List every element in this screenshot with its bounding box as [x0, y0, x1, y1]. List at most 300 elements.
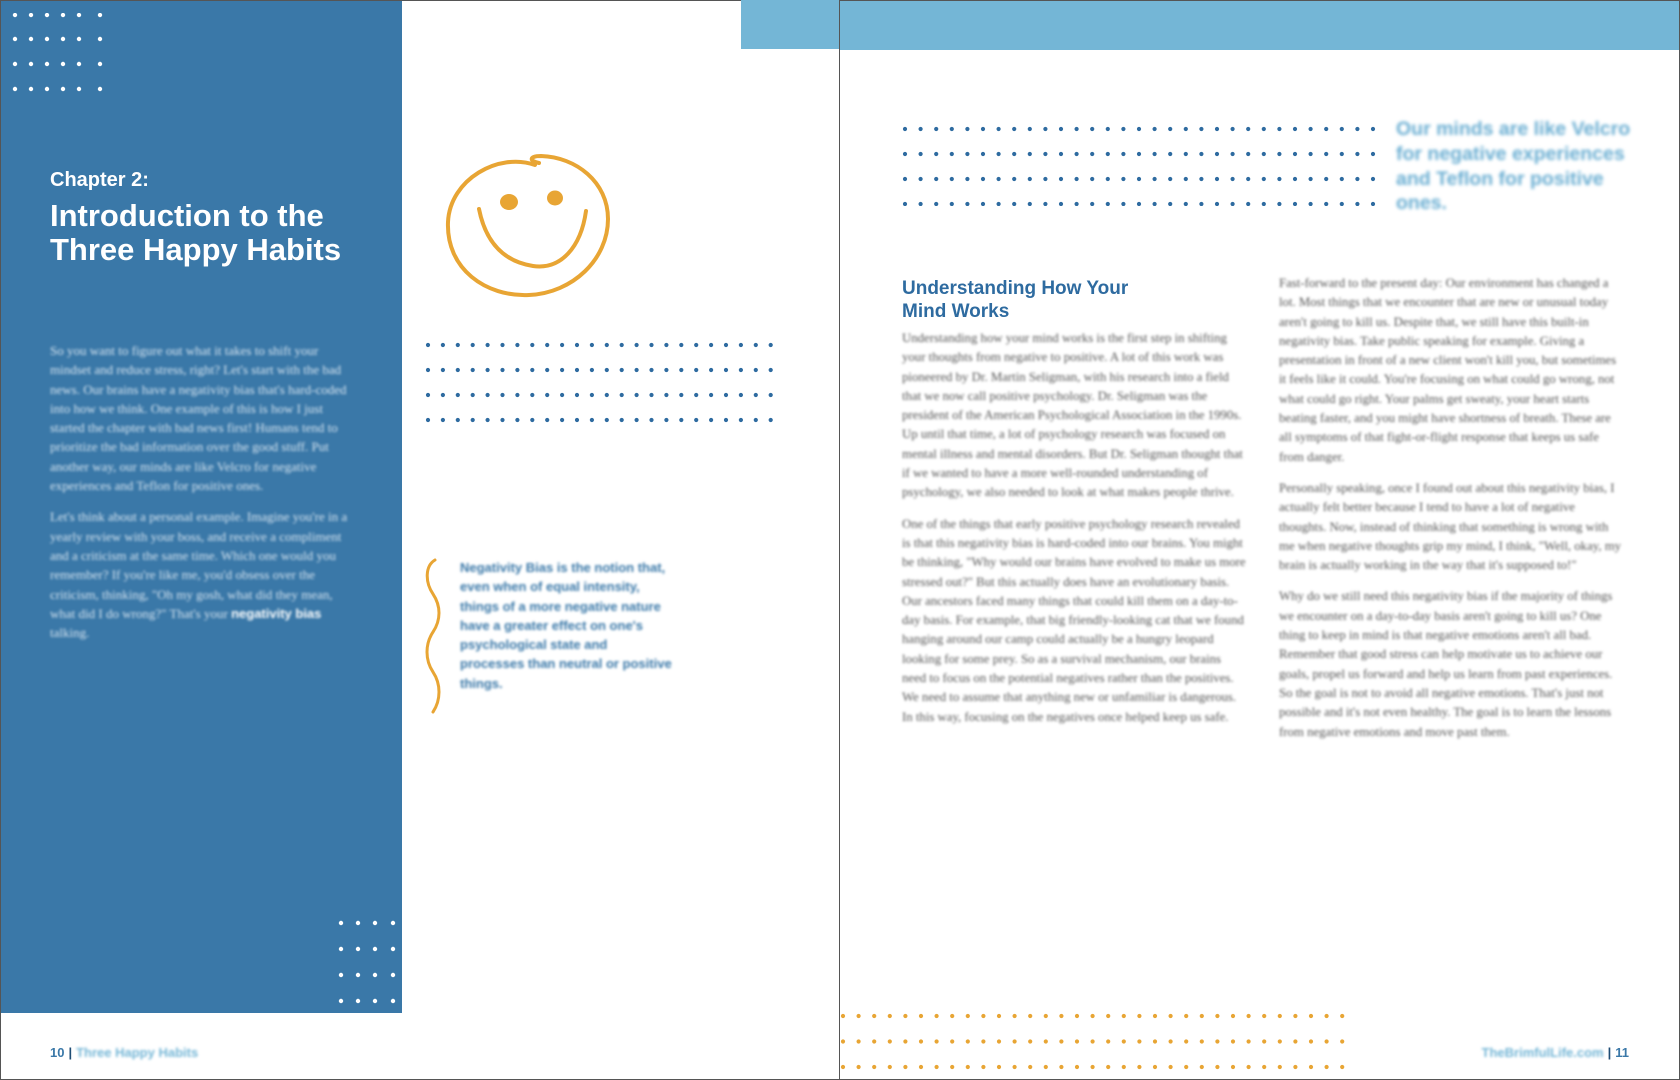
decorative-dot	[1028, 177, 1032, 181]
decorative-dot	[1340, 1039, 1344, 1043]
decorative-dot	[1324, 177, 1328, 181]
decorative-dot	[709, 368, 713, 372]
decorative-dot	[903, 177, 907, 181]
decorative-dot	[649, 368, 653, 372]
orange-dot-grid	[840, 1013, 1360, 1079]
decorative-dot	[966, 1065, 970, 1069]
decorative-dot	[515, 418, 519, 422]
decorative-dot	[471, 418, 475, 422]
decorative-dot	[471, 393, 475, 397]
decorative-dot	[919, 152, 923, 156]
decorative-dot	[1106, 1065, 1110, 1069]
decorative-dot	[1184, 1065, 1188, 1069]
decorative-dot	[515, 343, 519, 347]
decorative-dot	[620, 343, 624, 347]
decorative-dot	[530, 418, 534, 422]
decorative-dot	[919, 1014, 923, 1018]
decorative-dot	[605, 418, 609, 422]
decorative-dot	[456, 343, 460, 347]
decorative-dot	[1246, 152, 1250, 156]
decorative-dot	[997, 202, 1001, 206]
decorative-dot	[1168, 177, 1172, 181]
decorative-dot	[1028, 127, 1032, 131]
decorative-dot	[1262, 177, 1266, 181]
decorative-dot	[1168, 202, 1172, 206]
section-heading: Understanding How Your Mind Works	[902, 278, 1129, 322]
decorative-dot	[1028, 1039, 1032, 1043]
decorative-dot	[1137, 202, 1141, 206]
decorative-dot	[664, 393, 668, 397]
decorative-dot	[997, 177, 1001, 181]
intro-paragraph: So you want to figure out what it takes to shift your mindset and reduce stress, right? Let's start with the bad news. Our brains have a negativity bias that's hard-coded into how we think. One example of this is how I just started the chapter with bad news first! Humans tend to prioritize the bad information over the good stuff. Put another way, our minds are like Velcro for negative experiences and Teflon for positive ones.	[50, 343, 347, 494]
decorative-dot	[530, 393, 534, 397]
decorative-dot	[1043, 127, 1047, 131]
decorative-dot	[903, 1039, 907, 1043]
decorative-dot	[426, 418, 430, 422]
top-color-bar	[840, 1, 1680, 50]
decorative-dot	[1215, 1065, 1219, 1069]
decorative-dot	[1247, 1039, 1251, 1043]
decorative-dot	[1121, 202, 1125, 206]
top-color-bar-left	[741, 0, 839, 49]
decorative-dot	[919, 202, 923, 206]
decorative-dot	[1355, 152, 1359, 156]
body-paragraph: Understanding how your mind works is the first step in shifting your thoughts from negative to positive. A lot of this work was pioneered by Dr. Martin Seligman, with his research into a field that we now call positive psychology. Dr. Seligman was the president of the American Psychological Association in the 1990s. Up until that time, a lot of psychology research was focused on mental illness and mental disorders. But Dr. Seligman thought that if we wanted to have a more well-rounded understanding of psychology, we also needed to look at what makes people thrive.	[902, 331, 1243, 500]
decorative-dot	[1340, 1065, 1344, 1069]
decorative-dot	[1075, 152, 1079, 156]
decorative-dot	[1340, 177, 1344, 181]
decorative-dot	[997, 1065, 1001, 1069]
decorative-dot	[1169, 1039, 1173, 1043]
decorative-dot	[426, 393, 430, 397]
decorative-dot	[1121, 152, 1125, 156]
decorative-dot	[1090, 152, 1094, 156]
decorative-dot	[1340, 152, 1344, 156]
decorative-dot	[1246, 202, 1250, 206]
decorative-dot	[1262, 202, 1266, 206]
decorative-dot	[1231, 1065, 1235, 1069]
decorative-dot	[1293, 202, 1297, 206]
decorative-dot	[620, 393, 624, 397]
decorative-dot	[1012, 152, 1016, 156]
decorative-dot	[1277, 152, 1281, 156]
decorative-dot	[1262, 127, 1266, 131]
decorative-dot	[841, 1065, 845, 1069]
decorative-dot	[1278, 1014, 1282, 1018]
decorative-dot	[1277, 127, 1281, 131]
decorative-dot	[1231, 1039, 1235, 1043]
decorative-dot	[981, 152, 985, 156]
decorative-dot	[1137, 152, 1141, 156]
decorative-dot	[1215, 202, 1219, 206]
decorative-dot	[694, 368, 698, 372]
decorative-dot	[966, 1039, 970, 1043]
decorative-dot	[965, 177, 969, 181]
decorative-dot	[1059, 1014, 1063, 1018]
decorative-dot	[664, 343, 668, 347]
body-paragraph: One of the things that early positive psychology research revealed is that this negativity bias is hard-coded into our brains. You might be thinking, "Why would our brains have evolved to make us more stressed out?" But this actually does have an evolutionary basis. Our ancestors faced many things that could kill them on a day-to-day basis. For example, that big friendly-looking cat that we found hanging around our camp could actually be a hungry leopard looking for some prey. So as a survival mechanism, our brains need to focus on the potential negatives rather than the positives. We need to assume that anything new or unfamiliar is dangerous. In this way, focusing on the negatives once helped keep us safe.	[902, 516, 1246, 724]
decorative-dot	[1231, 127, 1235, 131]
decorative-dot	[754, 418, 758, 422]
decorative-dot	[620, 418, 624, 422]
decorative-dot	[1309, 152, 1313, 156]
decorative-dot	[888, 1065, 892, 1069]
decorative-dot	[575, 418, 579, 422]
decorative-dot	[997, 1014, 1001, 1018]
decorative-dot	[1355, 202, 1359, 206]
decorative-dot	[1043, 202, 1047, 206]
decorative-dot	[545, 418, 549, 422]
decorative-dot	[1293, 127, 1297, 131]
decorative-dot	[903, 127, 907, 131]
decorative-dot	[1200, 1014, 1204, 1018]
decorative-dot	[872, 1065, 876, 1069]
decorative-dot	[649, 343, 653, 347]
decorative-dot	[605, 368, 609, 372]
decorative-dot	[694, 343, 698, 347]
decorative-dot	[754, 368, 758, 372]
decorative-dot	[1013, 1065, 1017, 1069]
decorative-dot	[1325, 1065, 1329, 1069]
decorative-dot	[1309, 1039, 1313, 1043]
decorative-dot	[1309, 202, 1313, 206]
decorative-dot	[739, 418, 743, 422]
decorative-dot	[1122, 1039, 1126, 1043]
page-number: 11	[1615, 1045, 1629, 1060]
decorative-dot	[981, 1039, 985, 1043]
decorative-dot	[545, 393, 549, 397]
decorative-dot	[1184, 1039, 1188, 1043]
decorative-dot	[1075, 202, 1079, 206]
decorative-dot	[441, 393, 445, 397]
decorative-dot	[1371, 127, 1375, 131]
body-paragraph: Why do we still need this negativity bias if the majority of things we encounter on a day-to-day basis aren't going to kill us? One thing to keep in mind is that negative emotions aren't all bad. Remember that good stress can help motivate us to achieve our goals, propel us forward and help us learn from past experiences. So the goal is not to avoid all negative emotions. That's just not possible and it's not even healthy. The goal is to learn the lessons from negative emotions and move past them.	[1279, 589, 1613, 739]
decorative-dot	[1199, 202, 1203, 206]
body-paragraph: Personally speaking, once I found out about this negativity bias, I actually felt better because I tend to have a lot of negative thoughts. Now, instead of thinking that something is wrong with me when negative thoughts grip my mind, I think, "Well, okay, my brain is actually working in the way that it's supposed to!"	[1279, 480, 1622, 573]
decorative-dot	[1122, 1014, 1126, 1018]
decorative-dot	[500, 393, 504, 397]
decorative-dot	[1075, 1065, 1079, 1069]
decorative-dot	[575, 343, 579, 347]
decorative-dot	[590, 393, 594, 397]
decorative-dot	[981, 177, 985, 181]
decorative-dot	[950, 202, 954, 206]
decorative-dot	[903, 1014, 907, 1018]
decorative-dot	[1153, 1039, 1157, 1043]
decorative-dot	[981, 1014, 985, 1018]
decorative-dot	[857, 1039, 861, 1043]
chapter-label: Chapter 2:	[50, 169, 149, 191]
decorative-dot	[575, 368, 579, 372]
decorative-dot	[486, 368, 490, 372]
decorative-dot	[919, 127, 923, 131]
decorative-dot	[1012, 127, 1016, 131]
negativity-bias-callout: Negativity Bias is the notion that, even when of equal intensity, things of a more negative nature have a greater effect on one's psychological state and processes than neutral or positive things.	[460, 560, 672, 691]
decorative-dot	[1215, 127, 1219, 131]
decorative-dot	[1028, 152, 1032, 156]
decorative-dot	[739, 393, 743, 397]
footer-separator: |	[68, 1045, 73, 1060]
decorative-dot	[1106, 202, 1110, 206]
decorative-dot	[739, 368, 743, 372]
decorative-dot	[649, 393, 653, 397]
decorative-dot	[1309, 127, 1313, 131]
decorative-dot	[965, 152, 969, 156]
decorative-dot	[903, 1065, 907, 1069]
body-column-left	[902, 329, 1247, 739]
intro-paragraph	[50, 507, 360, 642]
decorative-dot	[1121, 127, 1125, 131]
decorative-dot	[1028, 1014, 1032, 1018]
decorative-dot	[769, 343, 773, 347]
decorative-dot	[1293, 152, 1297, 156]
decorative-dot	[1013, 1039, 1017, 1043]
decorative-dot	[950, 177, 954, 181]
decorative-dot	[1153, 152, 1157, 156]
decorative-dot	[1199, 177, 1203, 181]
decorative-dot	[1200, 1065, 1204, 1069]
decorative-dot	[1371, 152, 1375, 156]
decorative-dot	[872, 1039, 876, 1043]
decorative-dot	[934, 202, 938, 206]
decorative-dot	[919, 1065, 923, 1069]
decorative-dot	[981, 202, 985, 206]
decorative-dot	[1091, 1039, 1095, 1043]
decorative-dot	[1309, 1065, 1313, 1069]
decorative-dot	[1215, 177, 1219, 181]
decorative-dot	[1184, 1014, 1188, 1018]
decorative-dot	[486, 343, 490, 347]
decorative-dot	[709, 393, 713, 397]
decorative-dot	[1028, 202, 1032, 206]
decorative-dot	[1215, 152, 1219, 156]
decorative-dot	[1324, 127, 1328, 131]
decorative-dot	[1231, 152, 1235, 156]
right-footer	[1482, 1045, 1629, 1060]
decorative-dot	[754, 393, 758, 397]
decorative-dot	[1075, 127, 1079, 131]
decorative-dot	[679, 343, 683, 347]
decorative-dot	[1262, 1014, 1266, 1018]
decorative-dot	[1153, 202, 1157, 206]
decorative-dot	[426, 343, 430, 347]
decorative-dot	[1044, 1014, 1048, 1018]
decorative-dot	[1247, 1014, 1251, 1018]
decorative-dot	[1013, 1014, 1017, 1018]
decorative-dot	[1169, 1014, 1173, 1018]
decorative-dot	[1231, 177, 1235, 181]
decorative-dot	[1106, 1039, 1110, 1043]
decorative-dot	[1059, 152, 1063, 156]
decorative-dot	[1278, 1039, 1282, 1043]
decorative-dot	[1184, 202, 1188, 206]
smiley-face-icon	[441, 147, 616, 302]
decorative-dot	[560, 393, 564, 397]
chapter-title: Introduction to the Three Happy Habits	[50, 198, 342, 267]
decorative-dot	[1324, 202, 1328, 206]
decorative-dot	[545, 368, 549, 372]
chapter-panel	[1, 1, 402, 1013]
decorative-dot	[1262, 1065, 1266, 1069]
blue-dot-grid-left	[425, 342, 785, 428]
decorative-dot	[769, 418, 773, 422]
decorative-dot	[769, 393, 773, 397]
decorative-dot	[1293, 1039, 1297, 1043]
decorative-dot	[694, 393, 698, 397]
decorative-dot	[1231, 202, 1235, 206]
decorative-dot	[1091, 1014, 1095, 1018]
decorative-dot	[620, 368, 624, 372]
decorative-dot	[1121, 177, 1125, 181]
decorative-dot	[709, 343, 713, 347]
decorative-dot	[441, 418, 445, 422]
decorative-dot	[1153, 1065, 1157, 1069]
decorative-dot	[1075, 1039, 1079, 1043]
decorative-dot	[1137, 177, 1141, 181]
decorative-dot	[1090, 177, 1094, 181]
decorative-dot	[486, 418, 490, 422]
decorative-dot	[950, 152, 954, 156]
decorative-dot	[935, 1039, 939, 1043]
decorative-dot	[919, 177, 923, 181]
decorative-dot	[1059, 202, 1063, 206]
left-footer	[50, 1045, 198, 1060]
decorative-dot	[1137, 1014, 1141, 1018]
decorative-dot	[1293, 1065, 1297, 1069]
decorative-dot	[1043, 152, 1047, 156]
decorative-dot	[1309, 177, 1313, 181]
decorative-dot	[635, 418, 639, 422]
decorative-dot	[1355, 127, 1359, 131]
decorative-dot	[605, 393, 609, 397]
decorative-dot	[1355, 177, 1359, 181]
decorative-dot	[1215, 1039, 1219, 1043]
decorative-dot	[950, 1065, 954, 1069]
body-column-right	[1279, 274, 1624, 754]
decorative-dot	[1059, 127, 1063, 131]
decorative-dot	[1340, 1014, 1344, 1018]
decorative-dot	[1324, 152, 1328, 156]
decorative-dot	[1059, 177, 1063, 181]
decorative-dot	[456, 418, 460, 422]
negativity-bias-emphasis: negativity bias	[231, 605, 322, 621]
decorative-dot	[919, 1039, 923, 1043]
decorative-dot	[709, 418, 713, 422]
decorative-dot	[560, 418, 564, 422]
decorative-dot	[664, 418, 668, 422]
decorative-dot	[530, 343, 534, 347]
decorative-dot	[1059, 1039, 1063, 1043]
decorative-dot	[635, 343, 639, 347]
decorative-dot	[997, 152, 1001, 156]
decorative-dot	[754, 343, 758, 347]
left-page	[0, 0, 839, 1080]
wavy-line-icon	[423, 556, 445, 716]
decorative-dot	[950, 127, 954, 131]
page-number: 10	[50, 1045, 65, 1060]
decorative-dot	[1137, 127, 1141, 131]
decorative-dot	[664, 368, 668, 372]
decorative-dot	[1012, 202, 1016, 206]
decorative-dot	[1012, 177, 1016, 181]
decorative-dot	[545, 343, 549, 347]
decorative-dot	[1215, 1014, 1219, 1018]
body-paragraph: Fast-forward to the present day: Our environment has changed a lot. Most things that we encounter that are new or unusual today aren't going to kill us. Despite that, we still have this built-in negativity bias. Take public speaking for example. Giving a presentation in front of a new client won't kill you, but sometimes it feels like it could. You're focusing on what could go wrong, not what could go right. Your palms get sweaty, your heart starts beating faster, and you might have shortness of breath. These are all symptoms of that fight-or-flight response that keeps us safe from danger.	[1279, 276, 1617, 464]
decorative-dot	[1277, 202, 1281, 206]
decorative-dot	[1200, 1039, 1204, 1043]
decorative-dot	[1309, 1014, 1313, 1018]
decorative-dot	[590, 418, 594, 422]
decorative-dot	[515, 393, 519, 397]
decorative-dot	[935, 1065, 939, 1069]
blue-dot-grid-right	[902, 126, 1382, 206]
decorative-dot	[841, 1039, 845, 1043]
decorative-dot	[1293, 1014, 1297, 1018]
decorative-dot	[1262, 1039, 1266, 1043]
book-title: Three Happy Habits	[76, 1045, 199, 1060]
decorative-dot	[1106, 177, 1110, 181]
decorative-dot	[456, 393, 460, 397]
decorative-dot	[471, 343, 475, 347]
decorative-dot	[1277, 177, 1281, 181]
decorative-dot	[426, 368, 430, 372]
decorative-dot	[888, 1014, 892, 1018]
decorative-dot	[1044, 1039, 1048, 1043]
decorative-dot	[903, 152, 907, 156]
decorative-dot	[500, 343, 504, 347]
decorative-dot	[1044, 1065, 1048, 1069]
decorative-dot	[515, 368, 519, 372]
decorative-dot	[1106, 1014, 1110, 1018]
decorative-dot	[724, 368, 728, 372]
decorative-dot	[1075, 177, 1079, 181]
decorative-dot	[590, 343, 594, 347]
decorative-dot	[1090, 127, 1094, 131]
decorative-dot	[769, 368, 773, 372]
decorative-dot	[1137, 1039, 1141, 1043]
decorative-dot	[872, 1014, 876, 1018]
decorative-dot	[1293, 177, 1297, 181]
decorative-dot	[1153, 177, 1157, 181]
decorative-dot	[1325, 1014, 1329, 1018]
decorative-dot	[1340, 202, 1344, 206]
footer-separator: |	[1607, 1045, 1612, 1060]
decorative-dot	[1278, 1065, 1282, 1069]
decorative-dot	[857, 1014, 861, 1018]
decorative-dot	[841, 1014, 845, 1018]
decorative-dot	[605, 343, 609, 347]
pull-quote: Our minds are like Velcro for negative experiences and Teflon for positive ones.	[1396, 118, 1631, 215]
intro-text	[50, 341, 360, 654]
decorative-dot	[966, 1014, 970, 1018]
decorative-dot	[694, 418, 698, 422]
decorative-dot	[934, 127, 938, 131]
decorative-dot	[679, 418, 683, 422]
decorative-dot	[1246, 177, 1250, 181]
decorative-dot	[950, 1014, 954, 1018]
decorative-dot	[500, 418, 504, 422]
decorative-dot	[486, 393, 490, 397]
decorative-dot	[575, 393, 579, 397]
decorative-dot	[1262, 152, 1266, 156]
decorative-dot	[1153, 1014, 1157, 1018]
decorative-dot	[1137, 1065, 1141, 1069]
decorative-dot	[590, 368, 594, 372]
decorative-dot	[935, 1014, 939, 1018]
decorative-dot	[1043, 177, 1047, 181]
decorative-dot	[679, 393, 683, 397]
decorative-dot	[635, 368, 639, 372]
